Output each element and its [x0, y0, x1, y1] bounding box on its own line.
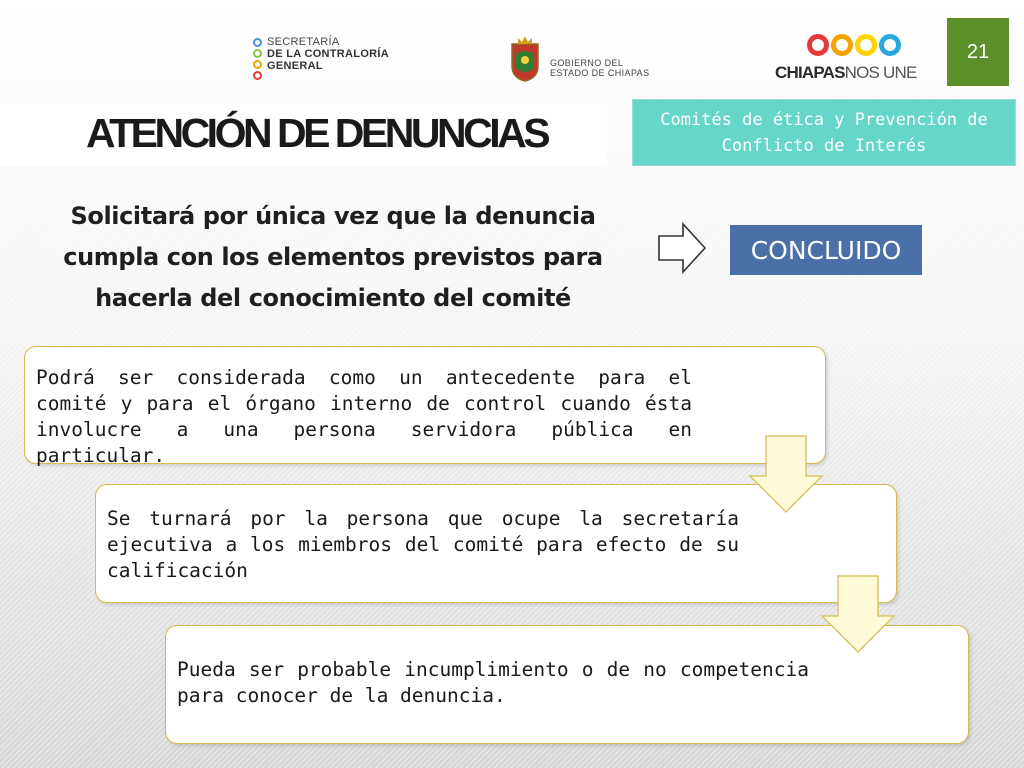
step-text-2: Se turnará por la persona que ocupe la secretaría ejecutiva a los miembros del comité para efecto de su calificación: [107, 507, 739, 582]
step-text-3: Pueda ser probable incumplimiento o de no competencia para conocer de la denuncia.: [177, 658, 809, 707]
subtitle: Solicitará por única vez que la denuncia cumpla con los elementos previstos para hacerla del conocimiento del comité: [63, 202, 603, 312]
gobierno-logo: [508, 34, 678, 86]
contraloria-line1: SECRETARÍA: [267, 36, 340, 48]
arrow-down-icon: [748, 434, 824, 514]
chiapas-nos-une-logo: [775, 34, 915, 86]
chiapas-bold-text: CHIAPAS: [775, 63, 845, 82]
contraloria-dots-icon: [253, 38, 263, 82]
status-badge: CONCLUIDO: [730, 225, 922, 275]
title-banner: [0, 104, 607, 166]
contraloria-logo: [253, 36, 413, 82]
arrow-down-icon: [820, 574, 896, 654]
chiapas-light-text: NOS UNE: [844, 63, 917, 82]
committee-text: Comités de ética y Prevención de Conflicto de Interés: [660, 109, 988, 156]
gobierno-line2: ESTADO DE CHIAPAS: [550, 68, 650, 78]
contraloria-line3: GENERAL: [267, 60, 323, 72]
contraloria-line2: DE LA CONTRALORÍA: [267, 48, 390, 60]
slide-number: 21: [947, 18, 1009, 86]
step-text-1: Podrá ser considerada como un antecedente para el comité y para el órgano interno de control cuando ésta involucre a una persona servidora pública en particular.: [36, 366, 692, 467]
page-title: ATENCIÓN DE DENUNCIAS: [86, 110, 548, 156]
coat-of-arms-icon: [508, 34, 542, 82]
chiapas-rings-icon: [807, 34, 901, 56]
committee-label: [632, 99, 1016, 166]
gobierno-line1: GOBIERNO DEL: [550, 58, 624, 68]
arrow-right-icon: [657, 222, 707, 274]
step-card-1: [24, 346, 826, 467]
